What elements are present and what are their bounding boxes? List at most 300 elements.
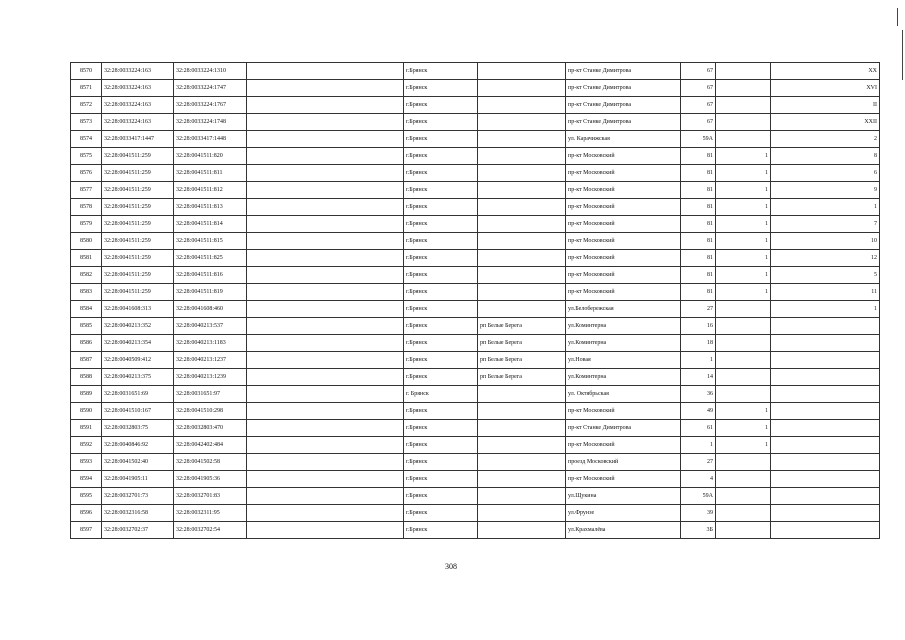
table-cell: 32:28:0032311:95 [174, 505, 247, 522]
table-cell [247, 335, 404, 352]
table-cell [716, 335, 771, 352]
table-cell: 32:28:0041511:259 [102, 165, 174, 182]
table-cell: 32:28:0032702:54 [174, 522, 247, 539]
table-cell: 6 [771, 165, 880, 182]
table-cell: 32:28:0032701:73 [102, 488, 174, 505]
table-cell: 32:28:0040846:92 [102, 437, 174, 454]
table-cell [478, 63, 566, 80]
table-cell [247, 250, 404, 267]
table-cell: 8592 [71, 437, 102, 454]
table-cell: пр-кт Станке Димитрова [566, 63, 681, 80]
table-cell: 81 [681, 148, 716, 165]
table-cell: 81 [681, 250, 716, 267]
table-cell: 8570 [71, 63, 102, 80]
table-cell: 32:28:0041511:259 [102, 284, 174, 301]
table-cell [478, 454, 566, 471]
scan-edge-mark [902, 30, 903, 80]
table-cell: 32:28:0033224:1767 [174, 97, 247, 114]
table-cell: 32:28:0033224:163 [102, 63, 174, 80]
table-row [71, 80, 880, 97]
table-cell: пр-кт Московский [566, 267, 681, 284]
table-cell: 32:28:0041511:813 [174, 199, 247, 216]
table-cell [247, 420, 404, 437]
table-cell [771, 318, 880, 335]
table-row [71, 335, 880, 352]
table-cell: г.Брянск [404, 267, 478, 284]
table-cell: 1 [681, 352, 716, 369]
table-cell: 32:28:0033224:163 [102, 97, 174, 114]
table-cell: г.Брянск [404, 488, 478, 505]
table-cell [247, 386, 404, 403]
table-cell: 8578 [71, 199, 102, 216]
table-cell: г.Брянск [404, 284, 478, 301]
table-cell: 1 [716, 250, 771, 267]
table-cell [716, 318, 771, 335]
table-cell [716, 522, 771, 539]
table-cell: 32:28:0041510:167 [102, 403, 174, 420]
table-row [71, 233, 880, 250]
table-cell [247, 505, 404, 522]
table-cell: 8586 [71, 335, 102, 352]
table-cell: г.Брянск [404, 182, 478, 199]
table-cell: 32:28:0041511:814 [174, 216, 247, 233]
table-cell [478, 505, 566, 522]
table-cell: г.Брянск [404, 165, 478, 182]
table-cell: 8579 [71, 216, 102, 233]
table-cell: 8572 [71, 97, 102, 114]
table-cell [478, 386, 566, 403]
table-row [71, 63, 880, 80]
table-cell: 32:28:0041511:259 [102, 148, 174, 165]
table-cell: II [771, 97, 880, 114]
table-cell: г.Брянск [404, 97, 478, 114]
table-cell [247, 63, 404, 80]
table-cell: 8584 [71, 301, 102, 318]
table-cell [716, 80, 771, 97]
table-cell: 10 [771, 233, 880, 250]
table-cell [247, 267, 404, 284]
table-cell: 1 [716, 182, 771, 199]
table-row [71, 267, 880, 284]
table-cell: 67 [681, 80, 716, 97]
table-cell: 32:28:0040213:354 [102, 335, 174, 352]
table-cell: 32:28:0032702:37 [102, 522, 174, 539]
table-cell: 1 [716, 216, 771, 233]
table-cell: 32:28:0041511:811 [174, 165, 247, 182]
table-cell: 32:28:0033224:163 [102, 80, 174, 97]
table-cell [247, 216, 404, 233]
table-cell: ул. Карачижская [566, 131, 681, 148]
table-cell: 27 [681, 301, 716, 318]
page-number: 308 [445, 562, 457, 571]
table-cell [478, 216, 566, 233]
table-cell: 1 [716, 267, 771, 284]
table-cell: 32:28:0033224:163 [102, 114, 174, 131]
table-row [71, 182, 880, 199]
table-cell: 32:28:0041502:58 [174, 454, 247, 471]
table-cell: пр-кт Московский [566, 233, 681, 250]
table-cell [247, 488, 404, 505]
table-cell: проезд Московский [566, 454, 681, 471]
table-cell: 32:28:0040213:537 [174, 318, 247, 335]
table-cell: 32:28:0041511:820 [174, 148, 247, 165]
table-cell: 32:28:0042402:484 [174, 437, 247, 454]
table-cell: 32:28:0041511:816 [174, 267, 247, 284]
table-cell: ул.Фрунзе [566, 505, 681, 522]
table-cell [247, 471, 404, 488]
table-cell: 8583 [71, 284, 102, 301]
table-row [71, 437, 880, 454]
table-cell: 8589 [71, 386, 102, 403]
table-cell [771, 403, 880, 420]
table-cell: 81 [681, 199, 716, 216]
table-cell [716, 369, 771, 386]
table-cell: 8588 [71, 369, 102, 386]
table-cell: г.Брянск [404, 454, 478, 471]
table-cell [716, 488, 771, 505]
table-cell: ул.Коминтерна [566, 335, 681, 352]
table-cell [771, 352, 880, 369]
table-cell: XVI [771, 80, 880, 97]
table-cell: 49 [681, 403, 716, 420]
table-row [71, 403, 880, 420]
table-cell: 18 [681, 335, 716, 352]
table-cell: 32:28:0033224:1747 [174, 80, 247, 97]
table-cell: 1 [771, 199, 880, 216]
table-cell: 8597 [71, 522, 102, 539]
table-cell: г.Брянск [404, 522, 478, 539]
table-cell: г.Брянск [404, 505, 478, 522]
table-cell: г.Брянск [404, 420, 478, 437]
table-cell [478, 437, 566, 454]
table-cell: 7 [771, 216, 880, 233]
table-cell [716, 505, 771, 522]
table-cell: г.Брянск [404, 335, 478, 352]
table-cell [478, 165, 566, 182]
table-cell: пр-кт Московский [566, 148, 681, 165]
table-cell: 1 [681, 437, 716, 454]
table-cell: 81 [681, 233, 716, 250]
table-cell [716, 131, 771, 148]
table-cell [771, 335, 880, 352]
table-cell [771, 488, 880, 505]
table-cell: 32:28:0031651:97 [174, 386, 247, 403]
table-cell [478, 488, 566, 505]
table-cell: 32:28:0041502:40 [102, 454, 174, 471]
table-row [71, 386, 880, 403]
table-cell [478, 420, 566, 437]
table-cell [478, 233, 566, 250]
table-row [71, 505, 880, 522]
table-row [71, 488, 880, 505]
table-cell [716, 114, 771, 131]
table-cell: г.Брянск [404, 63, 478, 80]
table-cell [247, 352, 404, 369]
table-cell: 32:28:0040213:1239 [174, 369, 247, 386]
table-cell: 11 [771, 284, 880, 301]
table-cell [247, 97, 404, 114]
table-cell [716, 301, 771, 318]
table-cell [478, 182, 566, 199]
registry-table-body [71, 63, 880, 539]
table-cell [247, 437, 404, 454]
table-cell: 27 [681, 454, 716, 471]
table-cell [478, 114, 566, 131]
table-cell: 81 [681, 165, 716, 182]
table-cell [247, 182, 404, 199]
table-cell: 5 [771, 267, 880, 284]
table-cell [247, 369, 404, 386]
table-cell: 32:28:0041511:259 [102, 250, 174, 267]
table-row [71, 369, 880, 386]
table-cell [247, 199, 404, 216]
table-cell: пр-кт Московский [566, 471, 681, 488]
table-cell: 8596 [71, 505, 102, 522]
table-cell: 4 [681, 471, 716, 488]
table-cell: г. Брянск [404, 386, 478, 403]
table-cell: 32:28:0033417:1448 [174, 131, 247, 148]
table-row [71, 352, 880, 369]
table-cell: 8581 [71, 250, 102, 267]
table-cell [478, 284, 566, 301]
table-row [71, 97, 880, 114]
table-cell: 32:28:0032803:470 [174, 420, 247, 437]
table-row [71, 284, 880, 301]
table-cell: 32:28:0041905:11 [102, 471, 174, 488]
table-cell: пр-кт Московский [566, 199, 681, 216]
table-cell: 32:28:0033224:1748 [174, 114, 247, 131]
table-cell: пр-кт Станке Димитрова [566, 97, 681, 114]
table-cell [247, 233, 404, 250]
table-cell: 8574 [71, 131, 102, 148]
table-cell [247, 454, 404, 471]
table-cell: 32:28:0041511:259 [102, 216, 174, 233]
table-cell: 36 [681, 386, 716, 403]
table-cell: 32:28:0041510:298 [174, 403, 247, 420]
table-cell: 32:28:0041608:460 [174, 301, 247, 318]
table-row [71, 454, 880, 471]
table-cell [771, 386, 880, 403]
table-cell: 32:28:0041511:825 [174, 250, 247, 267]
table-cell [478, 267, 566, 284]
table-cell: 1 [771, 301, 880, 318]
table-cell: 8575 [71, 148, 102, 165]
table-cell [478, 471, 566, 488]
table-cell: рп Белые Берега [478, 369, 566, 386]
table-cell: 8590 [71, 403, 102, 420]
table-cell: 32:28:0040213:375 [102, 369, 174, 386]
table-cell [771, 505, 880, 522]
table-cell: 32:28:0040509:412 [102, 352, 174, 369]
table-cell: ул.Коминтерна [566, 318, 681, 335]
table-cell: г.Брянск [404, 80, 478, 97]
table-cell [478, 97, 566, 114]
table-cell: 59А [681, 131, 716, 148]
table-cell: ул.Крахмалёва [566, 522, 681, 539]
table-cell [247, 148, 404, 165]
table-cell [478, 301, 566, 318]
table-cell: 1 [716, 165, 771, 182]
table-cell: г.Брянск [404, 352, 478, 369]
table-cell: 1 [716, 233, 771, 250]
table-row [71, 318, 880, 335]
table-cell [478, 522, 566, 539]
table-cell: 67 [681, 114, 716, 131]
table-cell: 81 [681, 284, 716, 301]
table-row [71, 131, 880, 148]
table-cell: ул.Щукина [566, 488, 681, 505]
table-cell: 32:28:0041511:259 [102, 233, 174, 250]
table-cell: 81 [681, 182, 716, 199]
table-cell: пр-кт Московский [566, 182, 681, 199]
table-cell: 32:28:0032803:75 [102, 420, 174, 437]
table-cell [247, 522, 404, 539]
table-cell: 67 [681, 63, 716, 80]
table-cell: 59А [681, 488, 716, 505]
table-cell [478, 80, 566, 97]
table-cell [247, 301, 404, 318]
table-cell [478, 403, 566, 420]
table-cell: г.Брянск [404, 216, 478, 233]
table-cell: 1 [716, 437, 771, 454]
table-cell: рп Белые Берега [478, 318, 566, 335]
table-cell [478, 148, 566, 165]
table-cell [247, 80, 404, 97]
table-cell: 67 [681, 97, 716, 114]
table-cell [716, 454, 771, 471]
table-cell: пр-кт Московский [566, 437, 681, 454]
table-cell: г.Брянск [404, 403, 478, 420]
table-cell: 1 [716, 284, 771, 301]
table-cell: 8576 [71, 165, 102, 182]
table-cell: 32:28:0041511:259 [102, 182, 174, 199]
table-cell: 8573 [71, 114, 102, 131]
table-cell: 8580 [71, 233, 102, 250]
table-cell [247, 318, 404, 335]
table-cell: 12 [771, 250, 880, 267]
table-cell [478, 250, 566, 267]
table-cell [716, 386, 771, 403]
table-cell: 32:28:0040213:1183 [174, 335, 247, 352]
table-row [71, 165, 880, 182]
table-cell: 8571 [71, 80, 102, 97]
registry-table [70, 62, 880, 539]
table-cell: 32:28:0041511:819 [174, 284, 247, 301]
table-row [71, 199, 880, 216]
table-cell: 14 [681, 369, 716, 386]
table-cell: 8585 [71, 318, 102, 335]
table-row [71, 148, 880, 165]
table-cell: 8591 [71, 420, 102, 437]
table-cell [771, 437, 880, 454]
table-cell [771, 369, 880, 386]
table-cell: г.Брянск [404, 233, 478, 250]
table-cell: 9 [771, 182, 880, 199]
table-cell: 1 [716, 420, 771, 437]
table-cell: 1 [716, 403, 771, 420]
table-cell: 32:28:0033417:1447 [102, 131, 174, 148]
table-cell: XX [771, 63, 880, 80]
table-cell [716, 471, 771, 488]
table-row [71, 420, 880, 437]
table-cell: ул.Новая [566, 352, 681, 369]
table-cell: г.Брянск [404, 148, 478, 165]
table-cell: пр-кт Московский [566, 284, 681, 301]
table-cell: 32:28:0041511:815 [174, 233, 247, 250]
table-cell: 8587 [71, 352, 102, 369]
table-cell: г.Брянск [404, 437, 478, 454]
table-cell [478, 199, 566, 216]
table-cell: г.Брянск [404, 471, 478, 488]
table-cell [247, 284, 404, 301]
table-row [71, 522, 880, 539]
table-cell: 32:28:0032701:83 [174, 488, 247, 505]
table-cell: рп Белые Берега [478, 352, 566, 369]
table-cell [247, 403, 404, 420]
table-cell: 8593 [71, 454, 102, 471]
registry-table-container [70, 62, 880, 539]
table-cell [716, 63, 771, 80]
table-cell: ул. Октябрьская [566, 386, 681, 403]
table-cell: 32:28:0041511:259 [102, 267, 174, 284]
table-cell: 1 [716, 148, 771, 165]
table-row [71, 471, 880, 488]
table-cell: 39 [681, 505, 716, 522]
table-cell: 16 [681, 318, 716, 335]
table-cell: 32:28:0041511:812 [174, 182, 247, 199]
table-row [71, 250, 880, 267]
table-cell: пр-кт Московский [566, 165, 681, 182]
table-cell: 32:28:0041511:259 [102, 199, 174, 216]
table-cell: XXII [771, 114, 880, 131]
table-cell: пр-кт Станке Димитрова [566, 420, 681, 437]
table-cell [771, 471, 880, 488]
table-cell: г.Брянск [404, 131, 478, 148]
table-cell: 81 [681, 216, 716, 233]
table-cell: г.Брянск [404, 318, 478, 335]
table-cell: г.Брянск [404, 301, 478, 318]
table-cell [771, 420, 880, 437]
table-cell: 32:28:0040213:1237 [174, 352, 247, 369]
table-cell: г.Брянск [404, 369, 478, 386]
table-cell [247, 165, 404, 182]
table-cell: пр-кт Станке Димитрова [566, 80, 681, 97]
table-cell: 81 [681, 267, 716, 284]
table-cell [478, 131, 566, 148]
table-cell: 8 [771, 148, 880, 165]
table-cell: г.Брянск [404, 114, 478, 131]
table-cell [247, 114, 404, 131]
table-cell [247, 131, 404, 148]
table-cell: 1 [716, 199, 771, 216]
table-cell: пр-кт Московский [566, 216, 681, 233]
table-cell: 32:28:0031651:69 [102, 386, 174, 403]
table-cell: 32:28:0041608:313 [102, 301, 174, 318]
table-cell [716, 97, 771, 114]
table-cell: пр-кт Станке Димитрова [566, 114, 681, 131]
table-cell: пр-кт Московский [566, 250, 681, 267]
table-row [71, 301, 880, 318]
table-cell: 8594 [71, 471, 102, 488]
table-cell: 8595 [71, 488, 102, 505]
table-cell: г.Брянск [404, 250, 478, 267]
table-cell: 8577 [71, 182, 102, 199]
table-row [71, 216, 880, 233]
table-cell: ул.Белобережская [566, 301, 681, 318]
table-cell [771, 522, 880, 539]
table-cell: пр-кт Московский [566, 403, 681, 420]
table-cell: 32:28:0033224:1310 [174, 63, 247, 80]
